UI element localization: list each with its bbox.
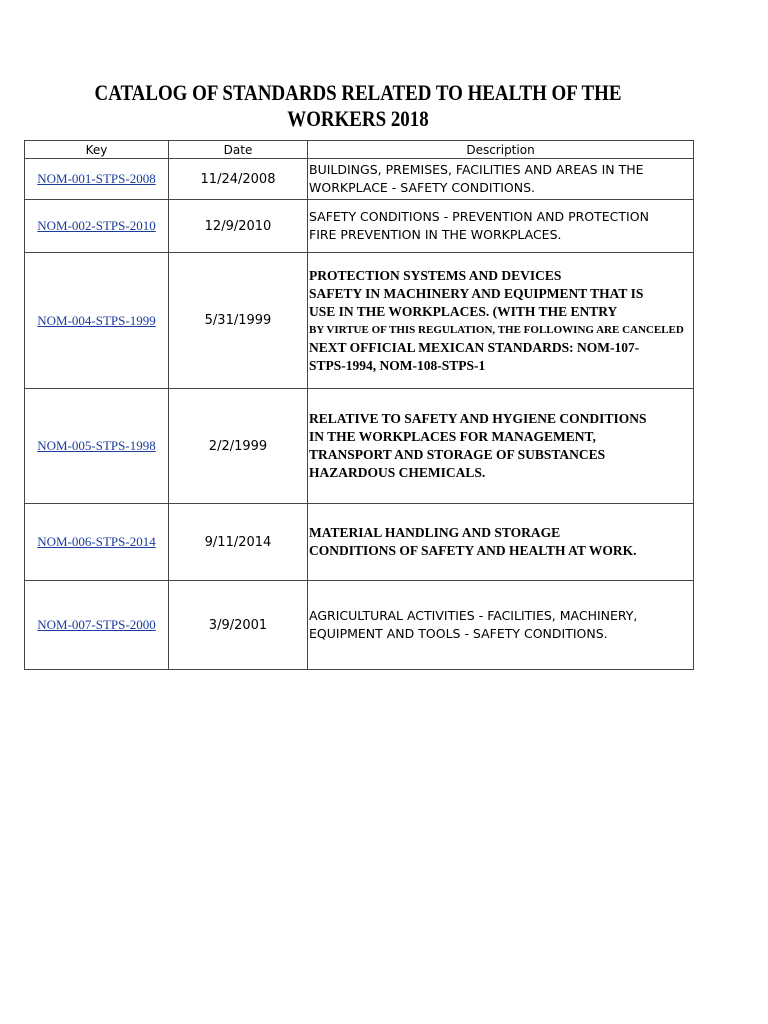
description-line: CONDITIONS OF SAFETY AND HEALTH AT WORK.: [309, 543, 637, 558]
standards-table: [24, 140, 694, 670]
key-cell: [25, 389, 169, 504]
description-line: WORKPLACE - SAFETY CONDITIONS.: [309, 180, 535, 195]
key-cell: [25, 253, 169, 389]
standard-key-link[interactable]: NOM-006-STPS-2014: [37, 534, 156, 549]
description-line: BUILDINGS, PREMISES, FACILITIES AND AREAS IN THE: [309, 162, 644, 177]
description-line: MATERIAL HANDLING AND STORAGE: [309, 525, 561, 540]
date-cell: 12/9/2010: [169, 200, 308, 253]
table-row: [25, 504, 694, 581]
description-line: IN THE WORKPLACES FOR MANAGEMENT,: [309, 429, 596, 444]
description-line: HAZARDOUS CHEMICALS.: [309, 465, 486, 480]
table-row: [25, 159, 694, 200]
column-header-key: Key: [25, 141, 169, 159]
description-line: FIRE PREVENTION IN THE WORKPLACES.: [309, 227, 562, 242]
description-line: EQUIPMENT AND TOOLS - SAFETY CONDITIONS.: [309, 626, 608, 641]
description-cell: [308, 253, 694, 389]
table-row: [25, 581, 694, 670]
table-row: [25, 253, 694, 389]
date-cell: 9/11/2014: [169, 504, 308, 581]
key-cell: [25, 200, 169, 253]
page-title-line-1: CATALOG OF STANDARDS RELATED TO HEALTH OF THE: [94, 80, 622, 105]
date-cell: 2/2/1999: [169, 389, 308, 504]
description-cell: [308, 581, 694, 670]
description-cell: [308, 504, 694, 581]
date-cell: 3/9/2001: [169, 581, 308, 670]
table-row: [25, 389, 694, 504]
description-cell: [308, 200, 694, 253]
description-line: BY VIRTUE OF THIS REGULATION, THE FOLLOWING ARE CANCELED: [309, 323, 684, 336]
standard-key-link[interactable]: NOM-007-STPS-2000: [37, 617, 156, 632]
description-line: AGRICULTURAL ACTIVITIES - FACILITIES, MACHINERY,: [309, 608, 638, 623]
key-cell: [25, 581, 169, 670]
date-cell: 5/31/1999: [169, 253, 308, 389]
column-header-date: Date: [169, 141, 308, 159]
standard-key-link[interactable]: NOM-004-STPS-1999: [37, 312, 156, 328]
column-header-description: Description: [308, 141, 694, 159]
table-row: [25, 200, 694, 253]
description-line: SAFETY CONDITIONS - PREVENTION AND PROTECTION: [309, 209, 649, 224]
date-cell: 11/24/2008: [169, 159, 308, 200]
key-cell: [25, 504, 169, 581]
table-header-row: [25, 141, 694, 159]
description-line: PROTECTION SYSTEMS AND DEVICES: [309, 267, 562, 283]
standard-key-link[interactable]: NOM-002-STPS-2010: [37, 218, 156, 233]
description-line: USE IN THE WORKPLACES. (WITH THE ENTRY: [309, 303, 618, 319]
key-cell: [25, 159, 169, 200]
page-title-line-2: WORKERS 2018: [287, 106, 429, 131]
description-cell: [308, 389, 694, 504]
description-line: TRANSPORT AND STORAGE OF SUBSTANCES: [309, 447, 606, 462]
description-cell: [308, 159, 694, 200]
standard-key-link[interactable]: NOM-001-STPS-2008: [37, 171, 156, 186]
description-line: NEXT OFFICIAL MEXICAN STANDARDS: NOM-107-: [309, 339, 640, 355]
standard-key-link[interactable]: NOM-005-STPS-1998: [37, 438, 156, 453]
description-line: SAFETY IN MACHINERY AND EQUIPMENT THAT IS: [309, 285, 644, 301]
description-line: STPS-1994, NOM-108-STPS-1: [309, 357, 486, 373]
page-title: [71, 80, 645, 132]
description-line: RELATIVE TO SAFETY AND HYGIENE CONDITIONS: [309, 411, 647, 426]
